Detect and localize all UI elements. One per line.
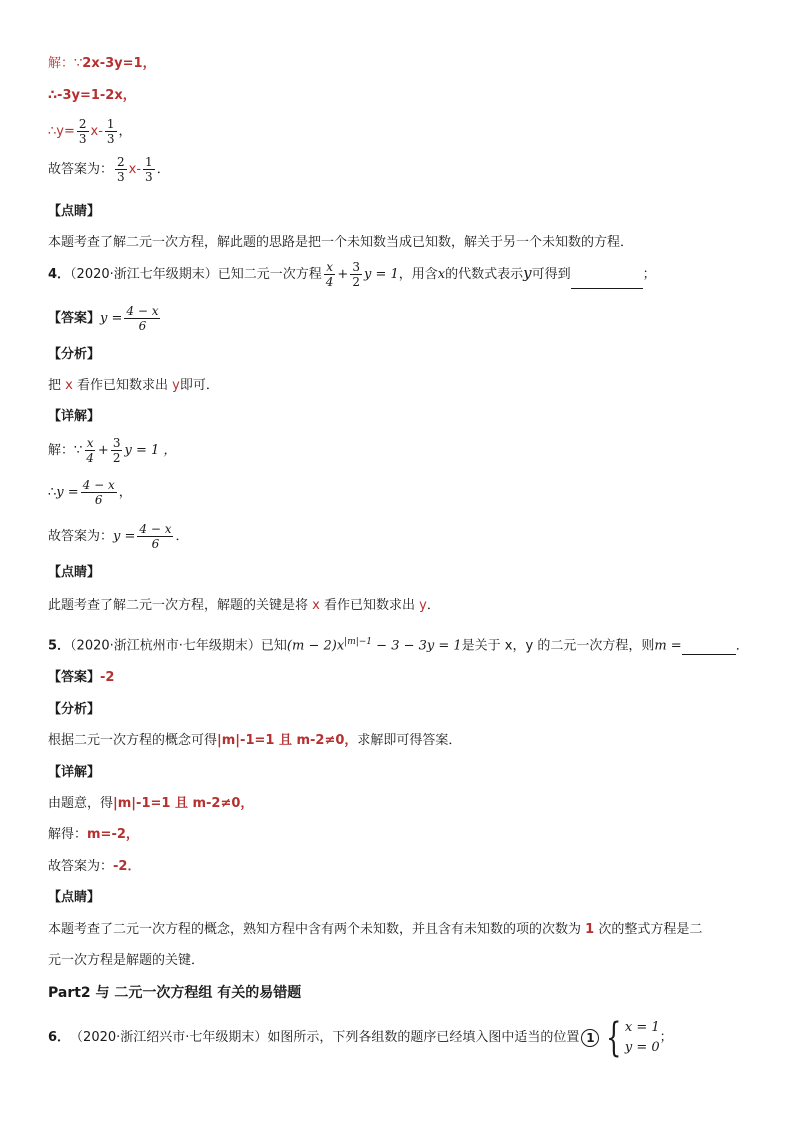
text: ． [175,529,189,544]
detail-5-line-1 [48,795,253,813]
denominator: 4 [86,451,94,465]
denominator: 6 [138,319,147,333]
question-4 [48,260,656,289]
text: 解得： [48,827,88,842]
section-tag-fenxi [48,701,100,719]
analysis-4 [48,377,219,395]
text: ． [735,638,749,654]
condition: |m|-1=1 且 m-2≠0， [113,796,254,811]
equation: ∴-3y=1-2x， [48,88,136,103]
text: 故答案为： [48,162,114,177]
question-6 [48,1015,673,1061]
circled-number: 1 [581,1029,599,1047]
text: 次的整式方程是二 [594,922,703,937]
numerator: 3 [112,436,121,450]
fraction [124,304,160,333]
question-5 [48,633,749,655]
denominator: 3 [145,170,153,184]
text: 把 [48,378,66,393]
text: 元一次方程是解题的关键． [48,953,205,968]
section-tag-dianjing [48,203,100,221]
section-tag-fenxi [48,346,100,364]
section-tag-xiangjie [48,764,100,782]
text: 此题考查了解二元一次方程，解题的关键是将 [48,598,313,613]
text: 如图所示，下列各组数的题序已经填入图中适当的位置 [267,1030,580,1045]
numerator: 4 − x [139,522,172,536]
fraction [137,522,173,551]
numerator: x [326,260,333,274]
text: 已知二元一次方程 [217,267,322,282]
fraction [77,117,89,146]
solution-line-1 [48,55,156,73]
numerator: 2 [78,117,87,131]
label: 【分析】 [48,702,101,717]
operator: + [97,443,109,458]
denominator: 4 [325,275,334,289]
text: 是关于 x，y 的二元一次方程，则 [461,638,655,654]
text: 解：∵ [48,443,83,458]
numerator: 4 − x [82,478,115,492]
text: ， [118,485,132,500]
text: ； [642,267,656,282]
label: 【详解】 [48,765,101,780]
fraction [324,260,336,289]
question-number: 6． [48,1030,71,1045]
exponent: |m|−1 [344,637,373,647]
denominator: 6 [151,537,160,551]
equation: 2x-3y=1， [82,56,156,71]
point-4 [48,597,440,615]
fraction [105,117,117,146]
question-number: 4． [48,267,71,282]
variable: x [65,378,73,393]
text: ， [118,124,132,139]
section-tag-xiangjie [48,408,100,426]
text: 故答案为： [48,529,114,544]
variable: y [172,378,180,393]
numerator: 1 [106,117,115,131]
detail-4-line-3 [48,522,189,551]
answer-5 [48,669,114,687]
equation: − 3 − 3y = 1 [372,638,462,654]
variable: y [419,598,427,613]
fraction [350,260,362,289]
variable: y = [100,311,123,326]
label: 【点睛】 [48,890,101,905]
section-tag-dianjing [48,564,100,582]
system-rows [625,1018,660,1058]
question-source: （2020·浙江杭州市·七年级期末） [70,638,261,654]
solution-line-3 [48,117,132,146]
denominator: 3 [78,132,87,146]
text: 看作已知数求出 [319,598,420,613]
text: ． [156,162,170,177]
question-source: （2020·浙江绍兴市·七年级期末） [70,1030,268,1045]
part-heading [48,984,301,1002]
equation-system [601,1015,660,1061]
fraction [81,478,117,507]
detail-5-line-3 [48,858,140,876]
variable: x [312,598,320,613]
text: 本题考查了解二元一次方程，解此题的思路是把一个未知数当成已知数，解关于另一个未知数的方程． [48,235,634,250]
question-number: 5． [48,638,71,654]
fraction [84,436,96,465]
answer-blank[interactable] [571,274,643,289]
brace-icon: { [606,1015,622,1061]
label: 【点睛】 [48,565,101,580]
text: ，用含 [398,267,438,282]
answer-value: -2． [113,859,141,874]
variable: y [523,264,532,282]
detail-5-line-2 [48,826,139,844]
system-row: x = 1 [624,1020,660,1035]
section-tag-dianjing [48,889,100,907]
answer-4 [48,304,162,333]
fraction [111,436,123,465]
operator: + [337,267,349,282]
text: 故答案为： [48,859,114,874]
analysis-5 [48,732,461,750]
text: 的代数式表示 [445,267,524,282]
numerator: 1 [145,155,153,169]
denominator: 6 [94,493,103,507]
text: 即可． [179,378,219,393]
solution-line-2 [48,87,136,105]
numerator: 2 [117,155,125,169]
system-row: y = 0 [624,1040,660,1055]
text: 看作已知数求出 [72,378,173,393]
label: 【答案】 [48,311,101,326]
question-source: （2020·浙江七年级期末） [70,267,218,282]
numerator: x [86,436,94,450]
denominator: 2 [352,275,360,289]
text: 已知 [260,638,287,654]
variable: x [437,267,446,282]
fraction [115,155,127,184]
equation: y = 1 [363,267,399,282]
denominator: 3 [106,132,115,146]
variable: m = [654,638,682,654]
fraction [143,155,155,184]
text: 解：∵ [48,56,83,71]
point-5-line-2 [48,952,204,970]
numerator: 3 [352,260,360,274]
condition: |m|-1=1 且 m-2≠0， [217,733,358,748]
number: 1 [585,922,595,937]
equation: y = 1 ， [124,443,177,458]
text: 由题意，得 [48,796,114,811]
answer-blank[interactable] [682,640,736,655]
text: 可得到 [531,267,571,282]
title: Part2 与 二元一次方程组 有关的易错题 [48,985,302,1001]
text: ∴ [48,485,57,500]
equation: m=-2， [87,827,139,842]
numerator: 4 − x [126,304,159,318]
detail-4-line-1 [48,436,176,465]
summary-paragraph [48,234,633,252]
text: ∴y= [48,124,75,139]
text: 根据二元一次方程的概念可得 [48,733,218,748]
text: x- [90,124,103,139]
denominator: 3 [117,170,125,184]
label: 【分析】 [48,347,101,362]
variable: y = [56,485,79,500]
text: 本题考查了二元一次方程的概念，熟知方程中含有两个未知数，并且含有未知数的项的次数为 [48,922,586,937]
text: x- [128,162,142,177]
label: 【答案】 [48,670,101,685]
label: 【点睛】 [48,204,101,219]
detail-4-line-2 [48,478,132,507]
variable: y = [113,529,136,544]
point-5-line-1 [48,921,702,939]
denominator: 2 [112,451,121,465]
answer-line [48,155,170,184]
text: ； [659,1030,673,1045]
answer-value: -2 [100,670,115,685]
label: 【详解】 [48,409,101,424]
equation: (m − 2)x [286,638,345,654]
text: ． [426,598,440,613]
text: 求解即可得答案． [357,733,462,748]
